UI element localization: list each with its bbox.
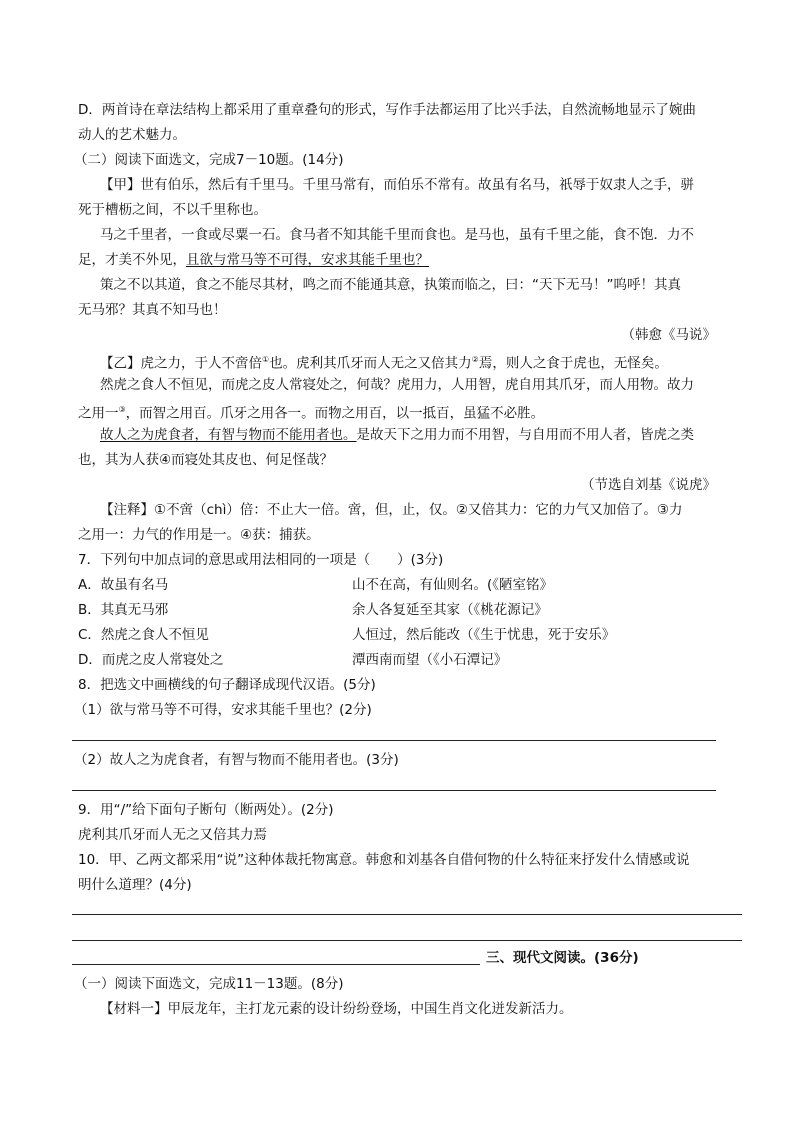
q8-stem: 8．把选文中画横线的句子翻译成现代汉语。(5分): [78, 677, 376, 693]
jia-p2-line2-text: 足，才美不外见，: [78, 252, 186, 268]
yi-source: （节选自刘基《说虎》: [581, 477, 716, 493]
q10-line1: 10．甲、乙两文都采用“说”这种体裁托物寓意。韩愈和刘基各自借何物的什么特征来抒发什么情感或说: [78, 852, 690, 868]
yi-p2-line2: [78, 400, 544, 424]
yi-p2-line1: 然虎之食人不恒见，而虎之皮人常寝处之，何哉？虎用力，人用智，虎自用其爪牙，而人用物。故力: [100, 377, 694, 393]
material1-text: 【材料一】甲辰龙年，主打龙元素的设计纷纷登场，中国生肖文化迸发新活力。: [100, 1001, 573, 1017]
section1-heading: （一）阅读下面选文，完成11－13题。(8分): [74, 976, 344, 992]
part3-heading: 三、现代文阅读。(36分): [486, 950, 639, 966]
yi-p1-text-a: 【乙】虎之力，于人不啻倍: [100, 355, 262, 372]
note-marker-3: ③: [118, 405, 126, 414]
q8-sub2: （2）故人之为虎食者，有智与物而不能用者也。(3分): [74, 752, 399, 768]
q7-option-b-left: B．其真无马邪: [78, 602, 169, 618]
q9-stem: 9．用“/”给下面句子断句（断两处）。(2分): [78, 802, 334, 818]
note-marker-1: ①: [262, 355, 270, 364]
q9-sentence: 虎利其爪牙而人无之又倍其力焉: [78, 827, 267, 843]
section2-heading: （二）阅读下面选文，完成7－10题。(14分): [74, 152, 344, 168]
option-d-line2: 动人的艺术魅力。: [78, 127, 186, 143]
q7-option-d-right: 潭西南而望（《小石潭记》: [352, 652, 508, 668]
q7-option-a-right: 山不在高，有仙则名。(《陋室铭》: [352, 577, 554, 593]
q7-option-d-left: D．而虎之皮人常寝处之: [78, 652, 224, 668]
jia-p2-line2: [78, 250, 429, 270]
q7-option-c-left: C．然虎之食人不恒见: [78, 627, 209, 643]
answer-line-q10-2[interactable]: [72, 940, 742, 941]
yi-p2-line2-text-a: 之用一: [78, 405, 119, 422]
yi-p3-line2: 也，其为人获④而寝处其皮也、何足怪哉？: [78, 452, 334, 468]
q10-line2: 明什么道理？(4分): [78, 877, 192, 893]
jia-p3-line1: 策之不以其道，食之不能尽其材，鸣之而不能通其意，执策而临之，曰：“天下无马！”呜呼！其真: [100, 277, 681, 293]
yi-p2-line2-text-b: ，而智之用百。爪牙之用各一。而物之用百，以一抵百，虽猛不必胜。: [125, 405, 545, 422]
yi-p3-line1-text: 是故天下之用力而不用智，与自用而不用人者，皆虎之类: [356, 427, 694, 443]
jia-source: （韩愈《马说》: [621, 327, 716, 343]
answer-line-q8-1[interactable]: [72, 740, 716, 741]
yi-underlined-sentence: 故人之为虎食者，有智与物而不能用者也。: [100, 427, 357, 443]
jia-p3-line2: 无马邪？其真不知马也！: [78, 302, 227, 318]
option-d-line1: D．两首诗在章法结构上都采用了重章叠句的形式，写作手法都运用了比兴手法，自然流畅地显示了婉曲: [78, 102, 696, 118]
notes-line2: 之用一：力气的作用是一。④获：捕获。: [78, 527, 320, 543]
yi-p1-text-b: 也。虎利其爪牙而人无之又倍其力: [269, 355, 472, 372]
jia-p1-line1: 【甲】世有伯乐，然后有千里马。千里马常有，而伯乐不常有。故虽有名马，祇辱于奴隶人之手，骈: [100, 177, 694, 193]
q7-option-d: [78, 650, 718, 670]
yi-p3-line1: [100, 425, 694, 445]
q7-option-b: [78, 600, 718, 620]
jia-underlined-sentence: 且欲与常马等不可得，安求其能千里也？: [186, 252, 429, 268]
q7-stem: 7．下列句中加点词的意思或用法相同的一项是（ ）(3分): [78, 552, 444, 568]
answer-line-q10-1[interactable]: [72, 914, 742, 915]
q7-option-b-right: 余人各复延至其家（《桃花源记》: [352, 602, 548, 618]
q7-option-a-left: A．故虽有名马: [78, 577, 169, 593]
q7-option-c: [78, 625, 718, 645]
yi-p1: [100, 350, 668, 374]
jia-p1-line2: 死于槽枥之间，不以千里称也。: [78, 202, 267, 218]
q7-option-c-right: 人恒过，然后能改（《生于忧患，死于安乐》: [352, 627, 616, 643]
note-marker-2: ②: [471, 355, 479, 364]
jia-p2-line1: 马之千里者，一食或尽粟一石。食马者不知其能千里而食也。是马也，虽有千里之能，食不饱．力不: [100, 227, 694, 243]
q8-sub1: （1）欲与常马等不可得，安求其能千里也？(2分): [74, 702, 372, 718]
q7-option-a: [78, 575, 718, 595]
answer-line-q8-2[interactable]: [72, 790, 716, 791]
notes-line1: 【注释】①不啻（chì）倍：不止大一倍。啻，但，止，仅。②又倍其力：它的力气又加倍了。③力: [100, 502, 683, 518]
answer-line-q10-3[interactable]: [72, 964, 480, 965]
yi-p1-text-c: 焉，则人之食于虎也，无怪矣。: [478, 355, 668, 372]
